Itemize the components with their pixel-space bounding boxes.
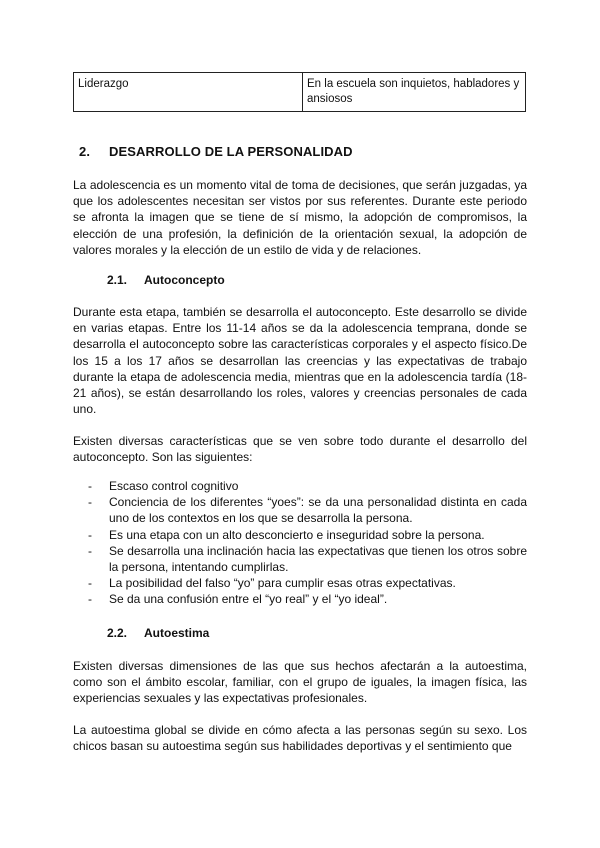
subsection-number: 2.1. (107, 273, 128, 287)
bullet-dash: - (88, 495, 92, 510)
table-cell-trait: Liderazgo (74, 73, 303, 112)
section-number: 2. (79, 144, 91, 159)
list-item: - Escaso control cognitivo (88, 479, 239, 493)
section-heading-2 (79, 144, 353, 159)
list-item: - Se desarrolla una inclinación hacia las expectativas que tienen los otros sobre la persona, intentando cumplirlas. (88, 543, 527, 575)
bullet-dash: - (88, 479, 92, 493)
characteristics-list (88, 478, 527, 608)
autoestima-paragraph-1: Existen diversas dimensiones de las que sus hechos afectarán a la autoestima, como son el ámbito escolar, familiar, con el grupo de iguales, la imagen física, las experiencias sexuales y las expectativas profesionales. (73, 659, 527, 706)
subsection-heading-2-1 (107, 273, 225, 287)
list-item: - La posibilidad del falso “yo” para cumplir esas otras expectativas. (88, 576, 456, 591)
bullet-dash: - (88, 543, 92, 558)
section-2-paragraph: La adolescencia es un momento vital de toma de decisiones, que serán juzgadas, ya que los adolescentes necesitan ser vistos por sus referentes. Durante este periodo se afronta la imagen que se tiene de sí mismo, la adopción de compromisos, la elección de una profesión, la definición de la orientación sexual, la adopción de valores morales y la elección de un estilo de vida y de relaciones. (73, 178, 527, 257)
table-row (74, 73, 526, 112)
bullet-dash: - (88, 576, 92, 591)
traits-table (73, 72, 526, 112)
autoconcepto-paragraph-1: Durante esta etapa, también se desarrolla el autoconcepto. Este desarrollo se divide en varias etapas. Entre los 11-14 años se da la adolescencia temprana, donde se desarrolla el autoconcepto sobre las características corporales y el aspecto físico.De los 15 a los 17 años se desarrollan las creencias y las expectativas de trabajo durante la etapa de adolescencia media, mientras que en la adolescencia tardía (18-21 años), se están desarrollando los roles, valores y creencias personales de cada uno. (73, 305, 527, 417)
subsection-title: Autoestima (144, 626, 210, 640)
bullet-dash: - (88, 527, 92, 542)
subsection-number: 2.2. (107, 626, 128, 640)
bullet-dash: - (88, 592, 92, 607)
table-cell-description: En la escuela son inquietos, habladores y ansiosos (303, 73, 526, 112)
autoestima-paragraph-2: La autoestima global se divide en cómo afecta a las personas según su sexo. Los chicos basan su autoestima según sus habilidades deportivas y el sentimiento que (73, 723, 527, 754)
list-item: - Se da una confusión entre el “yo real” y el “yo ideal”. (88, 592, 388, 607)
list-item: - Es una etapa con un alto desconcierto e inseguridad sobre la persona. (88, 527, 485, 542)
subsection-heading-2-2 (107, 626, 209, 640)
autoconcepto-paragraph-2: Existen diversas características que se ven sobre todo durante el desarrollo del autoconcepto. Son las siguientes: (73, 434, 527, 465)
list-item: - Conciencia de los diferentes “yoes”: se da una personalidad distinta en cada uno de los contextos en los que se desarrolla la persona. (88, 495, 527, 526)
subsection-title: Autoconcepto (144, 273, 225, 287)
section-title: DESARROLLO DE LA PERSONALIDAD (109, 144, 353, 159)
